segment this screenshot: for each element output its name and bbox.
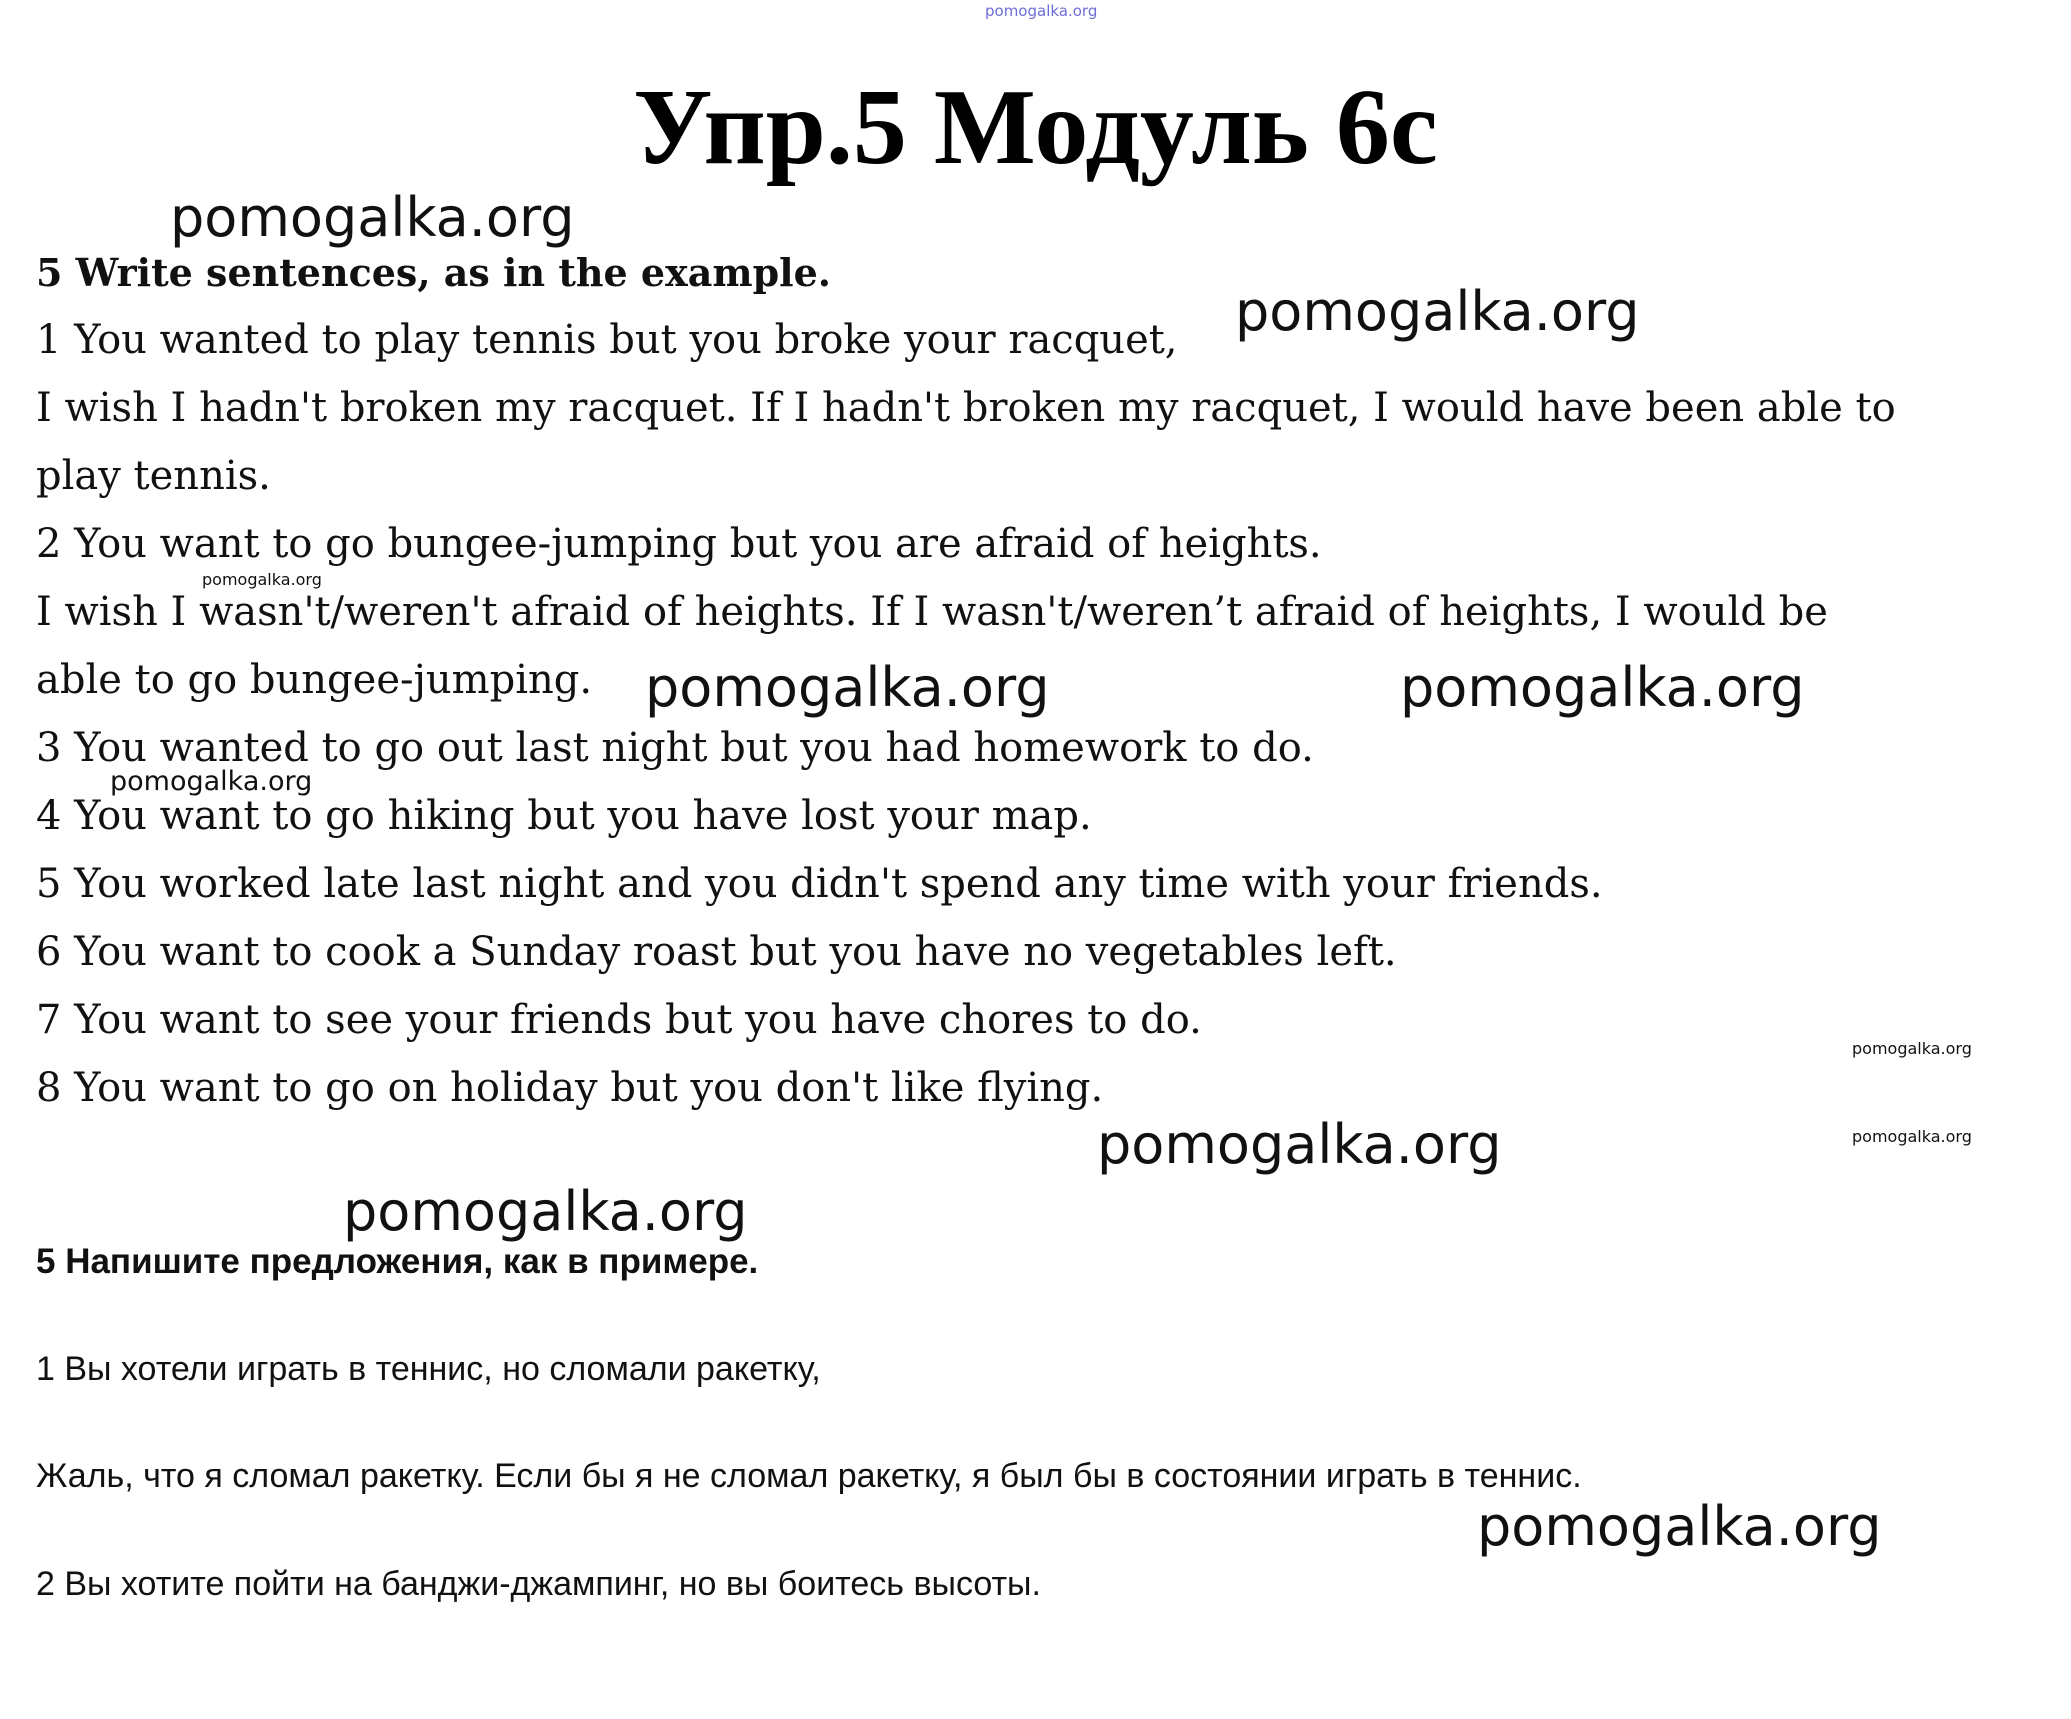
watermark: pomogalka.org bbox=[202, 570, 322, 589]
russian-question-1: 1 Вы хотели играть в теннис, но сломали ракетку, bbox=[36, 1350, 821, 1388]
english-question-6: 6 You want to cook a Sunday roast but you have no vegetables left. bbox=[36, 929, 1397, 975]
watermark: pomogalka.org bbox=[1477, 1495, 1882, 1558]
page-title: Упр.5 Модуль 6с bbox=[633, 68, 1438, 187]
english-answer-2-line-2: able to go bungee-jumping. bbox=[36, 657, 593, 703]
english-question-3: 3 You wanted to go out last night but you had homework to do. bbox=[36, 725, 1314, 771]
watermark: pomogalka.org bbox=[645, 656, 1050, 719]
watermark: pomogalka.org bbox=[170, 186, 575, 249]
russian-question-2: 2 Вы хотите пойти на банджи-джампинг, но вы боитесь высоты. bbox=[36, 1565, 1041, 1603]
watermark: pomogalka.org bbox=[110, 766, 313, 797]
english-question-7: 7 You want to see your friends but you have chores to do. bbox=[36, 997, 1202, 1043]
english-question-2: 2 You want to go bungee-jumping but you are afraid of heights. bbox=[36, 521, 1322, 567]
watermark: pomogalka.org bbox=[1235, 280, 1640, 343]
english-question-4: 4 You want to go hiking but you have lost your map. bbox=[36, 793, 1092, 839]
watermark: pomogalka.org bbox=[343, 1180, 748, 1243]
watermark: pomogalka.org bbox=[1852, 1039, 1972, 1058]
watermark-top: pomogalka.org bbox=[985, 2, 1098, 20]
russian-heading: 5 Напишите предложения, как в примере. bbox=[36, 1242, 759, 1281]
english-answer-1-line-1: I wish I hadn't broken my racquet. If I hadn't broken my racquet, I would have been able to bbox=[36, 385, 1896, 431]
russian-answer-1: Жаль, что я сломал ракетку. Если бы я не сломал ракетку, я был бы в состоянии играть в теннис. bbox=[36, 1457, 1582, 1495]
english-question-5: 5 You worked late last night and you didn't spend any time with your friends. bbox=[36, 861, 1603, 907]
english-question-1: 1 You wanted to play tennis but you broke your racquet, bbox=[36, 317, 1178, 363]
watermark: pomogalka.org bbox=[1852, 1127, 1972, 1146]
watermark: pomogalka.org bbox=[1097, 1113, 1502, 1176]
english-heading: 5 Write sentences, as in the example. bbox=[36, 250, 831, 295]
english-question-8: 8 You want to go on holiday but you don't like flying. bbox=[36, 1065, 1104, 1111]
english-answer-2-line-1: I wish I wasn't/weren't afraid of heights. If I wasn't/weren’t afraid of heights, I would be bbox=[36, 589, 1828, 635]
english-answer-1-line-2: play tennis. bbox=[36, 453, 271, 499]
watermark: pomogalka.org bbox=[1400, 656, 1805, 719]
